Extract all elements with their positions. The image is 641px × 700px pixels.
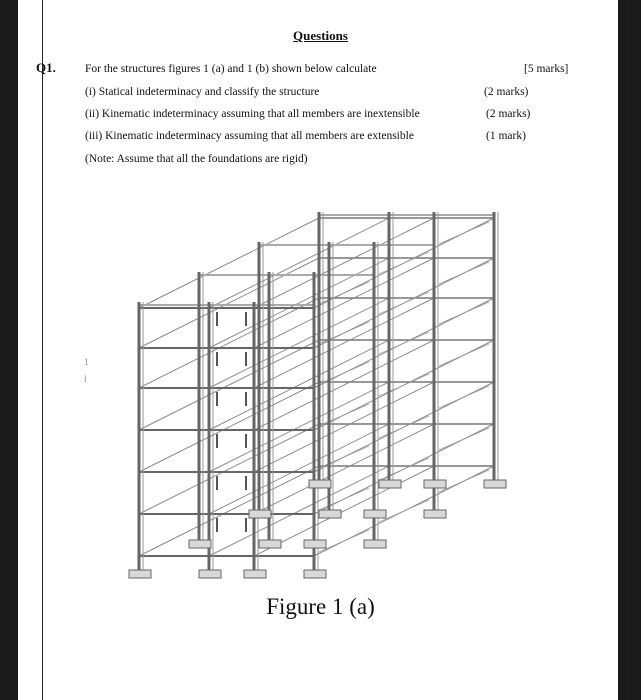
question-note: (Note: Assume that all the foundations are rigid): [85, 153, 308, 165]
foundation-footing: [319, 510, 341, 518]
depth-beam: [209, 340, 389, 430]
depth-beam: [139, 258, 319, 348]
foundation-footing: [249, 510, 271, 518]
depth-beam: [254, 218, 434, 308]
question-intro: For the structures figures 1 (a) and 1 (b) shown below calculate: [85, 63, 377, 75]
slab-hatch: [319, 404, 369, 426]
slab-hatch: [379, 416, 429, 438]
depth-beam: [139, 424, 319, 514]
foundation-footing: [424, 510, 446, 518]
foundation-footing: [364, 540, 386, 548]
foundation-footing: [424, 480, 446, 488]
foundation-footing: [304, 570, 326, 578]
slab-hatch: [439, 386, 489, 408]
total-marks: [5 marks]: [524, 63, 569, 75]
figure-caption: Figure 1 (a): [266, 594, 375, 619]
depth-beam: [209, 424, 389, 514]
part-ii-text: (ii) Kinematic indeterminacy assuming that all members are inextensible: [85, 108, 420, 120]
depth-beam: [139, 340, 319, 430]
slab-hatch: [379, 458, 429, 480]
part-iii-marks: (1 mark): [486, 130, 526, 142]
slab-hatch: [439, 302, 489, 324]
depth-beam: [254, 424, 434, 514]
foundation-footing: [379, 480, 401, 488]
slab-hatch: [319, 282, 369, 304]
depth-beam: [254, 382, 434, 472]
foundation-footing: [304, 540, 326, 548]
foundation-footing: [244, 570, 266, 578]
foundation-footing: [259, 540, 281, 548]
part-i-marks: (2 marks): [484, 86, 529, 98]
foundation-footing: [129, 570, 151, 578]
slab-hatch: [379, 374, 429, 396]
depth-beam: [139, 382, 319, 472]
slab-hatch: [319, 362, 369, 384]
building-frame-drawing: [129, 212, 506, 578]
foundation-footing: [309, 480, 331, 488]
foundation-footing: [484, 480, 506, 488]
depth-beam: [139, 298, 319, 388]
depth-beam: [209, 382, 389, 472]
foundation-footing: [199, 570, 221, 578]
depth-beam: [139, 466, 319, 556]
question-number: Q1.: [36, 60, 56, 75]
part-ii-marks: (2 marks): [486, 108, 531, 120]
depth-beam: [254, 340, 434, 430]
slab-hatch: [439, 344, 489, 366]
margin-mark: 1: [84, 357, 89, 367]
depth-beam: [209, 466, 389, 556]
slab-hatch: [319, 446, 369, 468]
slab-hatch: [319, 488, 369, 510]
structure-figure-1a: [84, 196, 544, 596]
slab-hatch: [439, 262, 489, 284]
foundation-footing: [364, 510, 386, 518]
margin-mark: l: [84, 374, 87, 384]
depth-beam: [139, 218, 319, 308]
depth-beam: [209, 298, 389, 388]
slab-hatch: [379, 332, 429, 354]
slab-hatch: [379, 252, 429, 274]
part-iii-text: (iii) Kinematic indeterminacy assuming that all members are extensible: [85, 130, 414, 142]
page-heading: Questions: [293, 28, 348, 43]
slab-hatch: [379, 292, 429, 314]
slab-hatch: [439, 222, 489, 244]
slab-hatch: [439, 428, 489, 450]
part-i-text: (i) Statical indeterminacy and classify the structure: [85, 86, 320, 98]
foundation-footing: [189, 540, 211, 548]
